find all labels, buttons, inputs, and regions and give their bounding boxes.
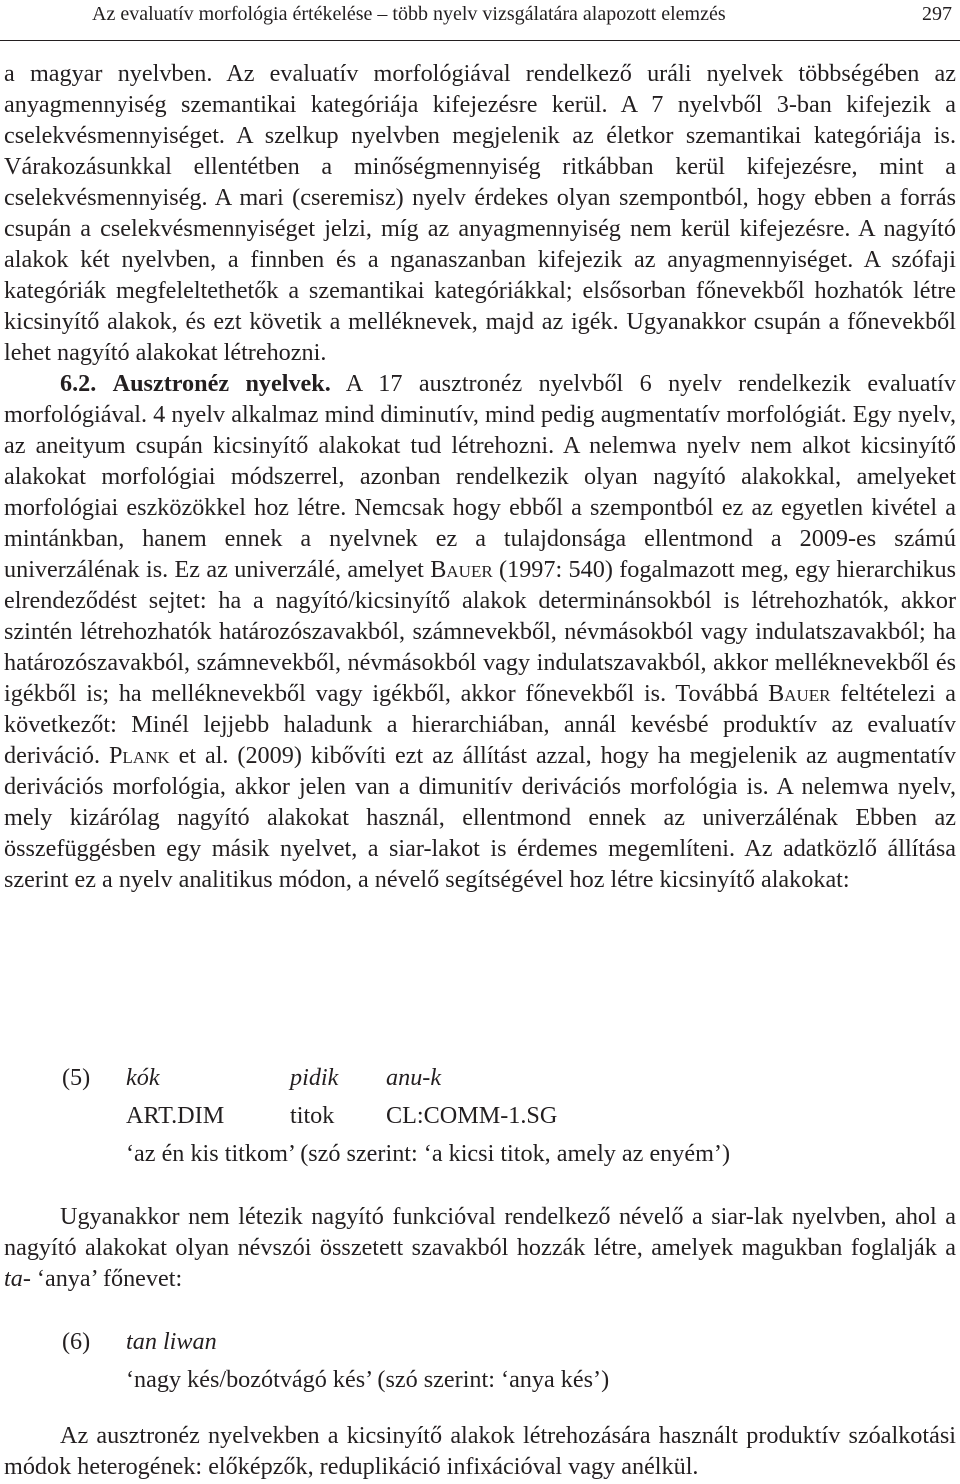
example-number: (5) xyxy=(62,1064,91,1091)
paragraph-text: A 17 ausztronéz nyelvből 6 nyelv rendelkezik evaluatív morfológiával. 4 nyelv alkalmaz mind diminutív, mind pedig augmentatív morfológiát. Egy nyelv, az aneityum csupán kicsinyítő alakokat tud létrehozni. A nelemwa nyelv nem alkot kicsinyítő alakokat morfológiai módszerrel, azonban rendelkezik olyan nagyító alakokkal, amelyeket morfológiai eszközökkel hoz létre. Nemcsak hogy ebből a szempontból ez az egyetlen kivétel a mintánkban, hanem ennek a nyelvnek ez a tulajdonsága ellentmond a 2009-es számú univerzálénak is. Ez az univerzálé, amelyet xyxy=(4,370,956,583)
paragraph-siar-lak xyxy=(4,1201,956,1294)
example-number: (6) xyxy=(62,1328,91,1355)
running-title: Az evaluatív morfológia értékelése – több nyelv vizsgálatára alapozott elemzés xyxy=(92,3,726,25)
italic-morpheme: ta- xyxy=(4,1265,31,1292)
author-name: Bauer xyxy=(768,680,831,707)
author-name: Plank xyxy=(108,742,170,769)
running-header xyxy=(0,0,960,41)
example-word: kók xyxy=(126,1064,160,1091)
body-text xyxy=(4,58,956,895)
section-number: 6.2. xyxy=(60,370,97,397)
paragraph-text xyxy=(4,1201,956,1294)
paragraph-text: Az ausztronéz nyelvekben a kicsinyítő alakok létrehozására használt produktív szóalkotási módok heterogének: előképzők, reduplikáció infixációval vagy anélkül. xyxy=(4,1422,956,1480)
example-word: pidik xyxy=(290,1064,339,1091)
example-translation: ‘nagy kés/bozótvágó kés’ (szó szerint: ‘anya kés’) xyxy=(126,1366,610,1393)
paragraph-conclusion xyxy=(4,1420,956,1482)
paragraph-text-part: Ugyanakkor nem létezik nagyító funkcióval rendelkező névelő a siar-lak nyelvben, ahol a nagyító alakokat olyan névszói összetett szavakból hozzák létre, amelyek magukban foglalják a xyxy=(4,1203,956,1261)
paragraph-text: et al. (2009) kibővíti ezt az állítást azzal, hogy ha megjelenik az augmentatív derivációs morfológia, akkor jelen van a dimunitív derivációs morfológia is. A nelemwa nyelv, mely kizárólag nagyító alakokat használ, ellentmond ennek az univerzálénak Ebben az összefüggésben egy másik nyelvet, a siar-lakot is érdemes megemlíteni. Az adatközlő állítása szerint ez a nyelv analitikus módon, a névelő segítségével hoz létre kicsinyítő alakokat: xyxy=(4,742,957,893)
example-5 xyxy=(62,1059,922,1179)
section-title: Ausztronéz nyelvek. xyxy=(112,370,331,397)
example-gloss: titok xyxy=(290,1102,335,1129)
page-number: 297 xyxy=(922,3,952,25)
example-6 xyxy=(62,1323,922,1403)
paragraph-1: a magyar nyelvben. Az evaluatív morfológiával rendelkező uráli nyelvek többségében az anyagmennyiség szemantikai kategóriája kifejezésre kerül. A 7 nyelvből 3-ban kifejezik a cselekvésmennyiséget. A szelkup nyelvben megjelenik az életkor szemantikai kategóriája is. Várakozásunkkal ellentétben a minőségmennyiség ritkábban kerül kifejezésre, mint a cselekvésmennyiség. A mari (cseremisz) nyelv érdekes olyan szempontból, hogy ebben a forrás csupán a cselekvésmennyiséget jelzi, míg az anyagmennyiség nem kerül kifejezésre. A nagyító alakok két nyelvben, a finnben és a nganaszanban kifejezik az anyagmennyiséget. A szófaji kategóriák megfeleltethetők a szemantikai kategóriákkal; elsősorban főnevekből hozhatók létre kicsinyítő alakok, és ezt követik a melléknevek, majd az igék. Ugyanakkor csupán a főnevekből lehet nagyító alakokat létrehozni. xyxy=(4,60,956,366)
author-name: Bauer xyxy=(430,556,493,583)
example-translation: ‘az én kis titkom’ (szó szerint: ‘a kicsi titok, amely az enyém’) xyxy=(126,1140,731,1167)
paragraph-text: feltételezi a következőt: Minél lejjebb haladunk a hierarchiában, annál kevésbé produktív az evaluatív deriváció. xyxy=(4,680,956,769)
example-word: anu-k xyxy=(386,1064,442,1091)
example-word: tan liwan xyxy=(126,1328,217,1355)
example-gloss: CL:COMM-1.SG xyxy=(386,1102,558,1129)
example-gloss: ART.DIM xyxy=(126,1102,225,1129)
paragraph-section-6-2 xyxy=(4,368,956,895)
paragraph-text: (1997: 540) fogalmazott meg, egy hierarchikus elrendeződést sejtet: ha a nagyító/kicsinyítő alakok determinánsokból is létrehozhatók, akkor szintén létrehozhatók határozószavakból, számnevekből, névmásokból vagy indulatszavakból; ha határozószavakból, számnevekből, névmásokból vagy indulatszavakból, akkor melléknevekből és igékből is; ha melléknevekből vagy igékből, akkor főnevekből is. Továbbá xyxy=(4,556,956,707)
paragraph-text-part: ‘anya’ főnevet: xyxy=(30,1265,183,1292)
